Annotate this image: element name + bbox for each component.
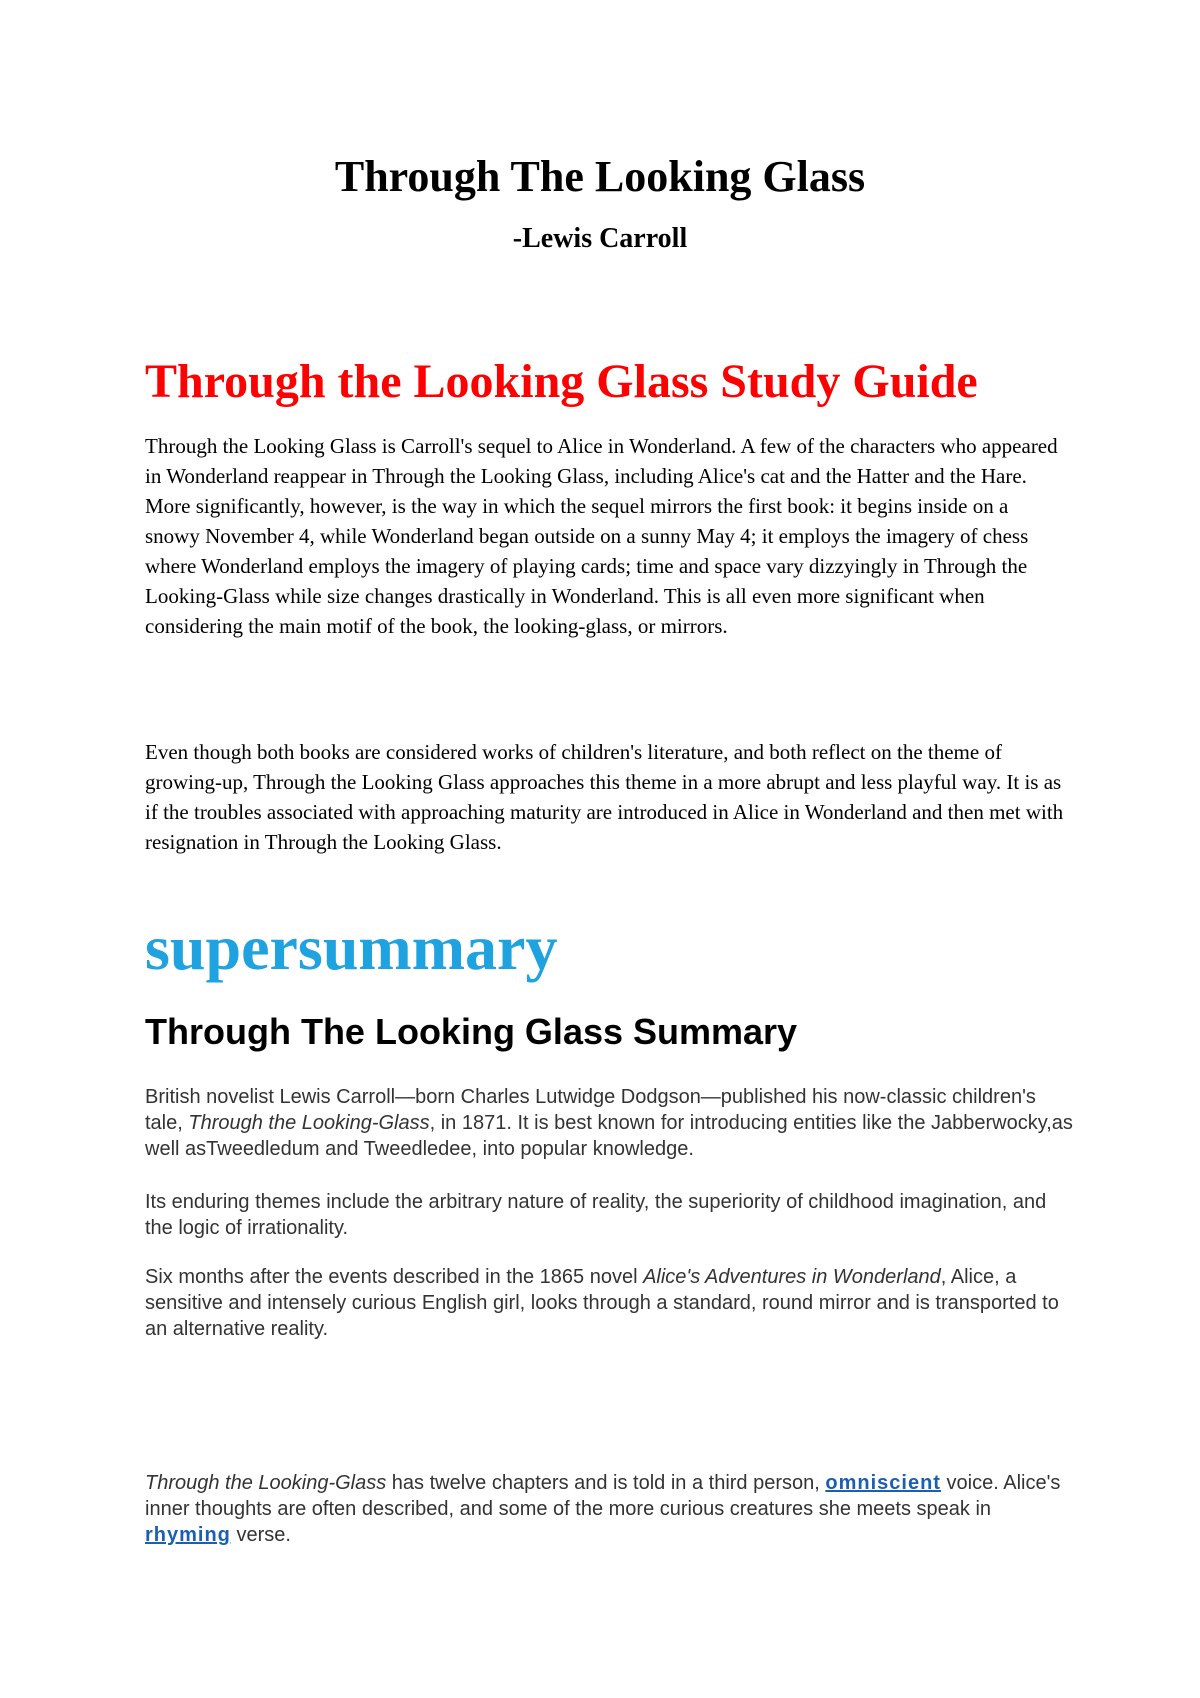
document-title: Through The Looking Glass bbox=[334, 152, 866, 201]
study-guide-paragraph: Through the Looking Glass is Carroll's sequel to Alice in Wonderland. A few of the characters who appeared in Wonderland reappear in Through the Looking Glass, including Alice's cat and the Hatter and the Hare. More significantly, however, is the way in which the sequel mirrors the first book: it begins inside on a snowy November 4, while Wonderland began outside on a sunny May 4; it employs the imagery of chess where Wonderland employs the imagery of playing cards; time and space vary dizzyingly in Through the Looking-Glass while size changes drastically in Wonderland. This is all even more significant when considering the main motif of the book, the looking-glass, or mirrors. bbox=[145, 434, 1058, 638]
study-guide-paragraph: Even though both books are considered works of children's literature, and both reflect on the theme of growing-up, Through the Looking Glass approaches this theme in a more abrupt and less playful way. It is as if the troubles associated with approaching maturity are introduced in Alice in Wonderland and then met with resignation in Through the Looking Glass. bbox=[145, 740, 1064, 854]
summary-paragraph bbox=[145, 1084, 1075, 1162]
brand-heading: supersummary bbox=[145, 912, 558, 983]
summary-text: , Alice, a sensitive and intensely curious English girl, looks through a standard, round mirror and is transported to an alternative reality. bbox=[145, 1266, 1059, 1340]
summary-paragraph bbox=[145, 1470, 1075, 1548]
document-author: -Lewis Carroll bbox=[512, 223, 688, 254]
summary-text: voice. Alice's inner thoughts are often described, and some of the more curious creatures she meets speak in bbox=[145, 1472, 1061, 1520]
summary-paragraph bbox=[145, 1264, 1075, 1342]
summary-heading: Through The Looking Glass Summary bbox=[145, 1011, 798, 1052]
summary-text: Six months after the events described in the 1865 novel bbox=[145, 1266, 644, 1288]
omniscient-link[interactable]: omniscient bbox=[825, 1472, 941, 1494]
summary-text: , in 1871. It is best known for introducing entities like the Jabberwocky,as well asTweedledum and Tweedledee, into popular knowledge. bbox=[145, 1112, 1073, 1160]
study-guide-heading: Through the Looking Glass Study Guide bbox=[145, 355, 978, 408]
summary-text: British novelist Lewis Carroll—born Charles Lutwidge Dodgson—published his now-classic children's tale, bbox=[145, 1086, 1036, 1134]
summary-paragraph: Its enduring themes include the arbitrary nature of reality, the superiority of childhood imagination, and the logic of irrationality. bbox=[145, 1191, 1047, 1239]
summary-text: has twelve chapters and is told in a third person, bbox=[386, 1472, 826, 1494]
book-title: Through the Looking-Glass bbox=[188, 1112, 430, 1134]
summary-text: verse. bbox=[230, 1524, 291, 1546]
rhyming-link[interactable]: rhyming bbox=[145, 1524, 231, 1546]
book-title: Through the Looking-Glass bbox=[145, 1472, 387, 1494]
book-title: Alice's Adventures in Wonderland bbox=[643, 1266, 941, 1288]
